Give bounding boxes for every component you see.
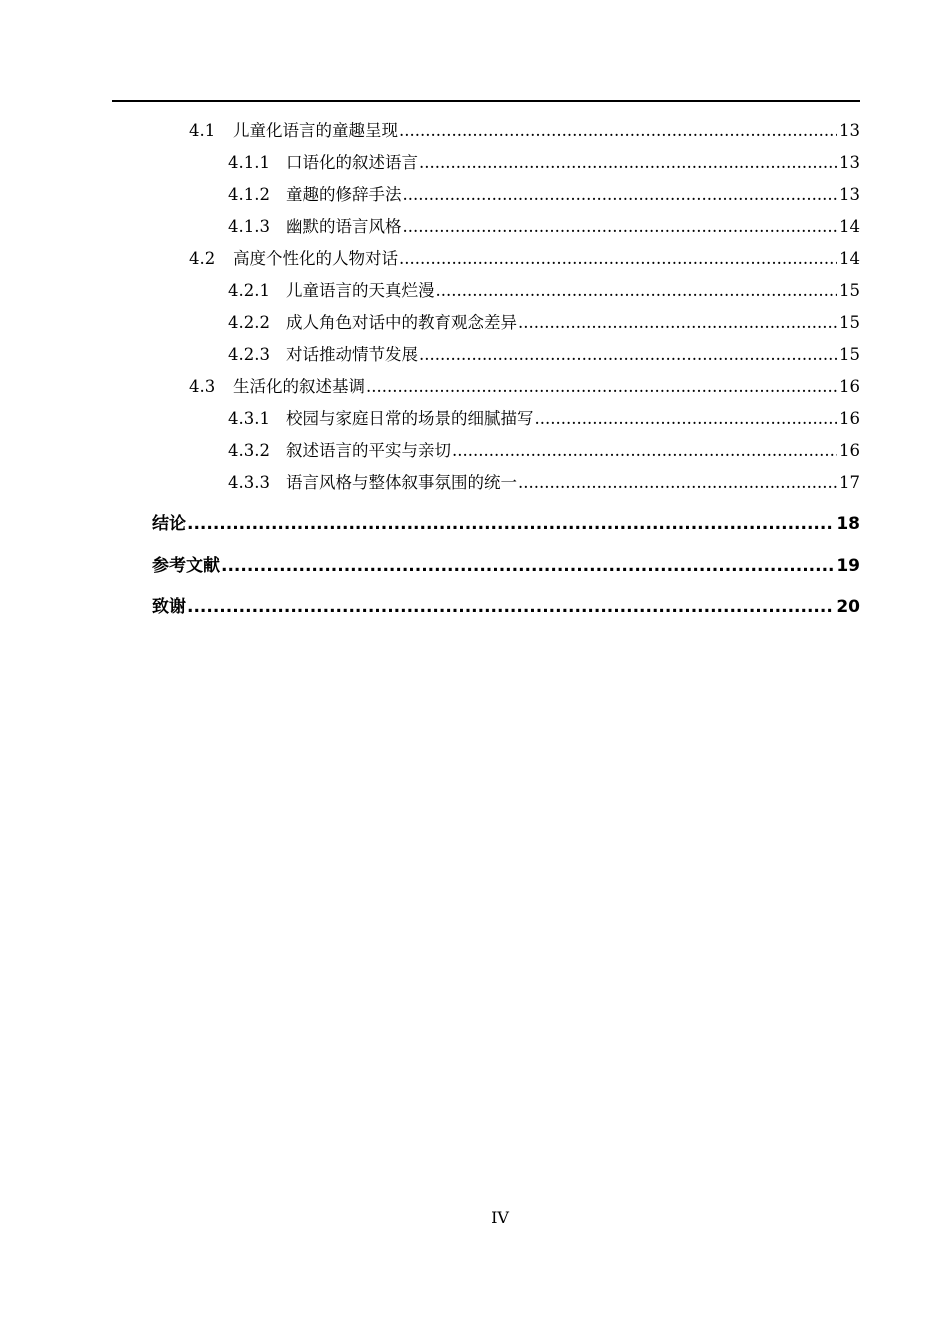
- header-rule: [112, 100, 860, 102]
- toc-entry[interactable]: [189, 115, 860, 147]
- dot-leader: [403, 179, 838, 211]
- dot-leader: [419, 147, 837, 179]
- toc-entry-title: 童趣的修辞手法: [286, 185, 402, 204]
- toc-entry[interactable]: [189, 371, 860, 403]
- dot-leader: [419, 339, 837, 371]
- toc-entry-number: 4.3.2: [228, 441, 270, 460]
- toc-entry-page: 13: [839, 153, 860, 172]
- toc-entry-number: 4.3: [189, 377, 216, 396]
- toc-entry-title: 生活化的叙述基调: [233, 377, 365, 396]
- toc-entry-page: 15: [839, 345, 860, 364]
- toc-entry-number: 4.1.3: [228, 217, 270, 236]
- toc-entry-page: 15: [839, 281, 860, 300]
- toc-entry-title: 幽默的语言风格: [286, 217, 402, 236]
- toc-entry-page: 13: [839, 185, 860, 204]
- dot-leader: [187, 508, 834, 540]
- toc-entry[interactable]: [228, 275, 860, 307]
- toc-entry[interactable]: [228, 467, 860, 499]
- toc-entry[interactable]: [228, 339, 860, 371]
- toc-entry-page: 16: [839, 377, 860, 396]
- toc-entry-title: 语言风格与整体叙事氛围的统一: [286, 473, 517, 492]
- dot-leader: [366, 371, 837, 403]
- toc-entry-number: 4.3.3: [228, 473, 270, 492]
- toc-entry-number: 4.2.3: [228, 345, 270, 364]
- toc-entry-page: 17: [839, 473, 860, 492]
- dot-leader: [436, 275, 838, 307]
- toc-entry-number: 4.3.1: [228, 409, 270, 428]
- toc-entry-number: 4.1: [189, 121, 216, 140]
- dot-leader: [452, 435, 837, 467]
- toc-entry-title: 叙述语言的平实与亲切: [286, 441, 451, 460]
- toc-entry[interactable]: [228, 179, 860, 211]
- toc-entry[interactable]: [228, 211, 860, 243]
- dot-leader: [399, 115, 837, 147]
- toc-entry-number: 4.2.1: [228, 281, 270, 300]
- toc-entry-title: 结论: [152, 514, 186, 534]
- toc-entry-page: 14: [839, 249, 860, 268]
- toc-entry-title: 校园与家庭日常的场景的细腻描写: [286, 409, 534, 428]
- toc-entry-number: 4.1.2: [228, 185, 270, 204]
- toc-entry-title: 高度个性化的人物对话: [233, 249, 398, 268]
- toc-entry-references[interactable]: [152, 550, 860, 582]
- page-number: IV: [491, 1208, 509, 1227]
- toc-entry-page: 13: [839, 121, 860, 140]
- toc-entry-title: 成人角色对话中的教育观念差异: [286, 313, 517, 332]
- toc-entry-number: 4.2: [189, 249, 216, 268]
- dot-leader: [518, 307, 837, 339]
- dot-leader: [399, 243, 837, 275]
- toc-entry-page: 16: [839, 409, 860, 428]
- toc-entry-page: 19: [836, 556, 860, 576]
- toc-entry-conclusion[interactable]: [152, 508, 860, 540]
- toc-entry-number: 4.2.2: [228, 313, 270, 332]
- dot-leader: [221, 550, 834, 582]
- toc-entry-title: 儿童化语言的童趣呈现: [233, 121, 398, 140]
- toc-entry-page: 18: [836, 514, 860, 534]
- toc-entry[interactable]: [189, 243, 860, 275]
- toc-entry-title: 致谢: [152, 597, 186, 617]
- toc-entry-title: 口语化的叙述语言: [286, 153, 418, 172]
- toc-entry-page: 15: [839, 313, 860, 332]
- toc-entry-title: 对话推动情节发展: [286, 345, 418, 364]
- toc-entry-page: 20: [836, 597, 860, 617]
- dot-leader: [535, 403, 838, 435]
- toc-entry-title: 参考文献: [152, 556, 220, 576]
- toc-entry-number: 4.1.1: [228, 153, 270, 172]
- toc-entry[interactable]: [228, 147, 860, 179]
- toc-entry[interactable]: [228, 307, 860, 339]
- dot-leader: [187, 591, 834, 623]
- toc-entry-title: 儿童语言的天真烂漫: [286, 281, 435, 300]
- dot-leader: [518, 467, 837, 499]
- toc-entry-page: 14: [839, 217, 860, 236]
- toc-entry-page: 16: [839, 441, 860, 460]
- dot-leader: [403, 211, 838, 243]
- toc-entry[interactable]: [228, 403, 860, 435]
- toc-entry-acknowledgements[interactable]: [152, 591, 860, 623]
- toc-entry[interactable]: [228, 435, 860, 467]
